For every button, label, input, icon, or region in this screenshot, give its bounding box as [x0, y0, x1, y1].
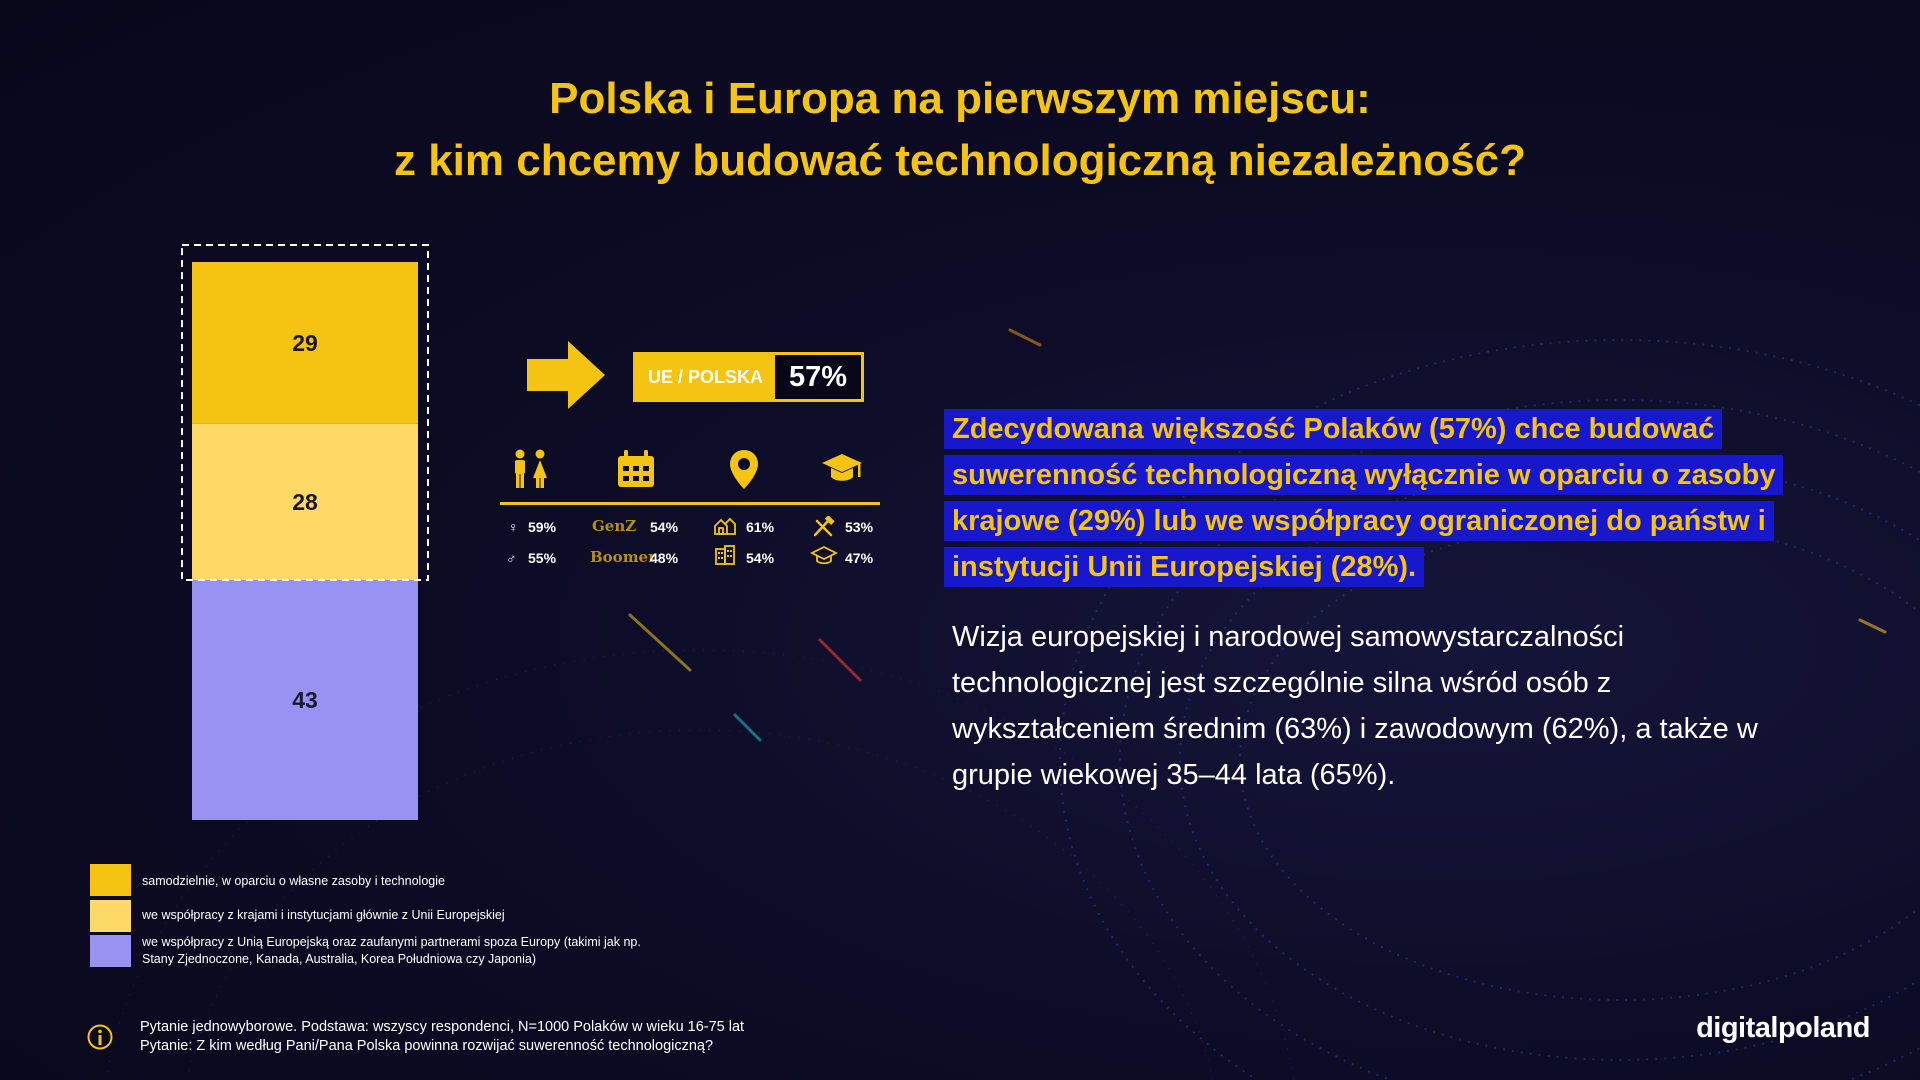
city-value: 54% [746, 550, 775, 566]
highlight-text: Zdecydowana większość Polaków (57%) chce budować suwerenność technologiczną wyłącznie w oparciu o zasoby krajowe (29%) lub we współpracy ograniczonej do państw i instytucji Unii Europejskiej (28%). [944, 409, 1783, 587]
vocational-value: 53% [845, 519, 874, 535]
brand-logo: digitalpoland [1696, 1012, 1870, 1044]
badge-value: 57% [775, 355, 861, 399]
male-value: 55% [528, 550, 557, 566]
chart-title-line1: Polska i Europa na pierwszym miejscu: [549, 74, 1371, 123]
info-icon [86, 1023, 114, 1051]
town-value: 61% [746, 519, 775, 535]
legend-label-partners-line2: Stany Zjednoczone, Kanada, Australia, Korea Południowa czy Japonia) [142, 952, 536, 966]
female-icon: ♀ [508, 519, 519, 535]
footnote [140, 1018, 900, 1056]
legend-swatch-eu [90, 900, 131, 932]
stacked-bar-chart [170, 240, 450, 840]
legend-swatch-partners [90, 935, 131, 967]
boomer-value: 48% [650, 550, 679, 566]
graduation-cap-outline-icon [810, 545, 838, 565]
genz-label: GenZ [592, 517, 637, 535]
legend-label-partners-line1: we współpracy z Unią Europejską oraz zaufanymi partnerami spoza Europy (takimi jak np. [142, 935, 641, 949]
footnote-line1: Pytanie jednowyborowe. Podstawa: wszyscy respondenci, N=1000 Polaków w wieku 16-75 lat [140, 1019, 745, 1035]
city-icon [714, 544, 736, 566]
eu-poland-badge [633, 352, 864, 402]
location-pin-icon [727, 448, 761, 492]
people-icon [509, 448, 551, 490]
footnote-line2: Pytanie: Z kim według Pani/Pana Polska powinna rozwijać suwerenność technologiczną? [140, 1038, 714, 1054]
boomer-label: Boomer [590, 548, 657, 566]
calendar-icon [615, 448, 657, 490]
female-value: 59% [528, 519, 557, 535]
legend-swatch-own [90, 864, 131, 896]
higher-value: 47% [845, 550, 874, 566]
chart-title-line2: z kim chcemy budować technologiczną niezależność? [393, 136, 1527, 185]
genz-value: 54% [650, 519, 679, 535]
demographics-divider [500, 502, 880, 505]
badge-label: UE / POLSKA [636, 355, 775, 399]
legend-label-own: samodzielnie, w oparciu o własne zasoby i technologie [142, 874, 445, 888]
graduation-cap-icon [820, 448, 864, 490]
arrow-right-icon [524, 338, 608, 412]
male-icon: ♂ [506, 550, 517, 566]
tools-icon [811, 516, 835, 538]
body-text: Wizja europejskiej i narodowej samowystarczalności technologicznej jest szczególnie silna wśród osób z wykształceniem średnim (63%) i zawodowym (62%), a także w grupie wiekowej 35–44 lata (65%). [952, 621, 1758, 791]
bar-label-partners: 43 [292, 687, 318, 714]
bar-label-eu: 28 [292, 488, 318, 515]
highlight-statement [944, 406, 1814, 590]
town-icon [713, 516, 737, 536]
legend-label-eu: we współpracy z krajami i instytucjami głównie z Unii Europejskiej [142, 908, 505, 922]
bar-label-own: 29 [292, 329, 318, 356]
